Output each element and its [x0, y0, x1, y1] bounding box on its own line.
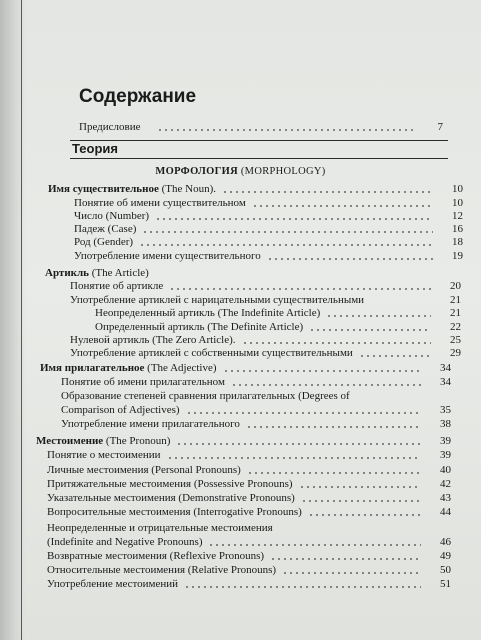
toc-entry-text	[70, 346, 355, 360]
toc-page-number: 46	[440, 536, 451, 548]
toc-entry	[36, 434, 451, 448]
toc-entry-text	[74, 209, 151, 223]
toc-page-number: 39	[440, 435, 451, 447]
leader-dots	[169, 288, 431, 290]
leader-dots	[267, 258, 433, 260]
leader-dots	[282, 572, 421, 574]
leader-dots	[155, 218, 433, 220]
toc-page-number: 21	[450, 307, 461, 319]
leader-dots	[157, 129, 413, 131]
toc-page-number: 22	[450, 321, 461, 333]
toc-entry-title: Нулевой артикль (The Zero Article).	[70, 334, 236, 346]
toc-entry	[47, 477, 451, 491]
toc-entry	[95, 306, 461, 320]
toc-entry-text	[61, 417, 242, 431]
part-heading	[0, 166, 481, 177]
toc-entry	[74, 209, 463, 223]
toc-entry-title: Личные местоимения (Personal Pronouns)	[47, 464, 241, 476]
toc-entry-title: Понятие о местоимении	[47, 449, 161, 461]
toc-page-number: 16	[452, 223, 463, 235]
leader-dots	[222, 191, 433, 193]
toc-entry	[95, 320, 461, 334]
toc-page-number: 10	[452, 183, 463, 195]
toc-entry	[47, 491, 451, 505]
part-heading-en: (MORPHOLOGY)	[240, 166, 326, 177]
toc-entry	[47, 577, 451, 591]
leader-dots	[299, 486, 421, 488]
toc-page-number: 49	[440, 550, 451, 562]
toc-entry-heading: Местоимение	[36, 435, 104, 447]
toc-page-number: 42	[440, 478, 451, 490]
toc-page-number: 34	[440, 376, 451, 388]
toc-entry-title: Неопределенные и отрицательные местоимения	[47, 522, 273, 534]
toc-entry	[47, 563, 451, 577]
leader-dots	[252, 205, 433, 207]
toc-entry-title: Падеж (Case)	[74, 223, 137, 235]
toc-page-number: 18	[452, 236, 463, 248]
toc-entry-title: Употребление местоимений	[47, 578, 179, 590]
toc-entry	[40, 361, 451, 375]
toc-entry	[47, 535, 451, 549]
toc-entry-title: Число (Number)	[74, 210, 150, 222]
toc-entry-text	[47, 448, 163, 462]
toc-entry	[48, 182, 463, 196]
leader-dots	[142, 231, 433, 233]
toc-entry-title: Понятие об артикле	[70, 280, 164, 292]
toc-entry-heading: Имя существительное	[48, 183, 159, 195]
leader-dots	[208, 544, 421, 546]
toc-page-number: 25	[450, 334, 461, 346]
toc-page-number: 50	[440, 564, 451, 576]
toc-page-number: 19	[452, 250, 463, 262]
toc-entry-text	[47, 521, 275, 535]
toc-entry-title: Comparison of Adjectives)	[61, 404, 180, 416]
toc-entry-text	[74, 196, 248, 210]
leader-dots	[270, 558, 421, 560]
part-heading-ru: МОРФОЛОГИЯ	[155, 166, 238, 177]
leader-dots	[167, 457, 421, 459]
toc-entry-text	[47, 563, 278, 577]
toc-entry-text	[47, 535, 204, 549]
toc-entry-title: Образование степеней сравнения прилагательных (Degrees of	[61, 390, 350, 402]
toc-entry-title: Возвратные местоимения (Reflexive Pronouns)	[47, 550, 265, 562]
toc-entry	[61, 389, 451, 403]
toc-page-number: 21	[450, 294, 461, 306]
leader-dots	[176, 443, 421, 445]
leader-dots	[139, 244, 433, 246]
toc-entry-title: Относительные местоимения (Relative Pronouns)	[47, 564, 277, 576]
toc-entry-text	[47, 549, 266, 563]
section-heading: Теория	[72, 141, 118, 156]
toc-entry-text	[47, 491, 297, 505]
toc-entry-text	[61, 389, 352, 403]
toc-page-number: 20	[450, 280, 461, 292]
toc-entry-title: (Indefinite and Negative Pronouns)	[47, 536, 203, 548]
leader-dots	[326, 315, 431, 317]
toc-entry	[47, 463, 451, 477]
leader-dots	[359, 355, 431, 357]
toc-entry	[74, 249, 463, 263]
toc-entry-title: Употребление имени прилагательного	[61, 418, 240, 430]
toc-entry-text	[40, 361, 219, 375]
toc-entry	[74, 235, 463, 249]
toc-entry	[61, 417, 451, 431]
toc-entry	[70, 279, 461, 293]
toc-entry-foreword	[79, 120, 443, 134]
toc-page-number: 51	[440, 578, 451, 590]
toc-page-number: 10	[452, 197, 463, 209]
toc-entry-text	[47, 477, 295, 491]
toc-entry-title: Употребление артиклей с нарицательными существительными	[70, 294, 365, 306]
toc-page-number: 44	[440, 506, 451, 518]
toc-entry-heading: Имя прилагательное	[40, 362, 145, 374]
toc-entry-text	[48, 182, 218, 196]
leader-dots	[309, 329, 431, 331]
toc-entry-title: Род (Gender)	[74, 236, 134, 248]
toc-entry-title: Понятие об имени существительном	[74, 197, 246, 209]
toc-entry-text	[70, 333, 238, 347]
page-gutter-shadow	[0, 0, 26, 640]
toc-page-number: 38	[440, 418, 451, 430]
leader-dots	[223, 370, 421, 372]
leader-dots	[247, 472, 421, 474]
toc-entry-title: Понятие об имени прилагательном	[61, 376, 225, 388]
section-rule-top	[70, 140, 448, 141]
toc-entry-title: (The Article)	[88, 267, 149, 279]
toc-entry-text	[74, 249, 263, 263]
toc-entry-text	[74, 222, 138, 236]
leader-dots	[231, 384, 421, 386]
toc-entry-title: Вопросительные местоимения (Interrogative Pronouns)	[47, 506, 302, 518]
toc-entry-title: Притяжательные местоимения (Possessive Pronouns)	[47, 478, 293, 490]
toc-page-number: 35	[440, 404, 451, 416]
toc-entry	[74, 196, 463, 210]
toc-entry-text	[61, 403, 182, 417]
toc-page-number: 29	[450, 347, 461, 359]
toc-entry	[70, 333, 461, 347]
toc-entry-title: Указательные местоимения (Demonstrative Pronouns)	[47, 492, 295, 504]
toc-entry-text	[47, 577, 180, 591]
leader-dots	[184, 586, 421, 588]
toc-entry	[61, 403, 451, 417]
leader-dots	[186, 412, 421, 414]
toc-entry-text	[47, 505, 304, 519]
leader-dots	[301, 500, 421, 502]
toc-entry	[47, 521, 451, 535]
toc-page-number: 43	[440, 492, 451, 504]
toc-entry-title: Определенный артикль (The Definite Article)	[95, 321, 304, 333]
section-rule-bottom	[70, 158, 448, 159]
toc-entry-text	[36, 434, 172, 448]
leader-dots	[242, 342, 432, 344]
toc-entry-text	[47, 463, 243, 477]
toc-entry-title: Употребление артиклей с собственными существительными	[70, 347, 353, 359]
margin-rule	[21, 0, 22, 640]
toc-entry-text	[70, 279, 165, 293]
leader-dots	[308, 514, 421, 516]
toc-entry	[74, 222, 463, 236]
toc-entry	[45, 266, 463, 280]
toc-page-number: 40	[440, 464, 451, 476]
toc-page-number: 12	[452, 210, 463, 222]
page-title: Содержание	[79, 86, 197, 107]
toc-entry	[61, 375, 451, 389]
foreword-label: Предисловие	[79, 121, 141, 133]
toc-entry-text	[70, 293, 366, 307]
toc-entry	[70, 346, 461, 360]
toc-entry-title: Неопределенный артикль (The Indefinite Article)	[95, 307, 321, 319]
leader-dots	[246, 426, 421, 428]
toc-entry-text	[45, 266, 151, 280]
toc-entry-text	[74, 235, 135, 249]
toc-page-number: 34	[440, 362, 451, 374]
toc-entry-text	[61, 375, 227, 389]
toc-entry-title: (The Noun).	[158, 183, 216, 195]
toc-entry-heading: Артикль	[45, 267, 89, 279]
toc-entry	[70, 293, 461, 307]
toc-entry-title: (The Adjective)	[144, 362, 217, 374]
toc-entry	[47, 549, 451, 563]
toc-entry-text	[95, 320, 305, 334]
toc-entry	[47, 448, 451, 462]
toc-page-number: 39	[440, 449, 451, 461]
toc-entry-title: (The Pronoun)	[103, 435, 171, 447]
toc-entry-text	[95, 306, 322, 320]
toc-entry	[47, 505, 451, 519]
foreword-page: 7	[437, 121, 443, 133]
toc-entry-title: Употребление имени существительного	[74, 250, 261, 262]
